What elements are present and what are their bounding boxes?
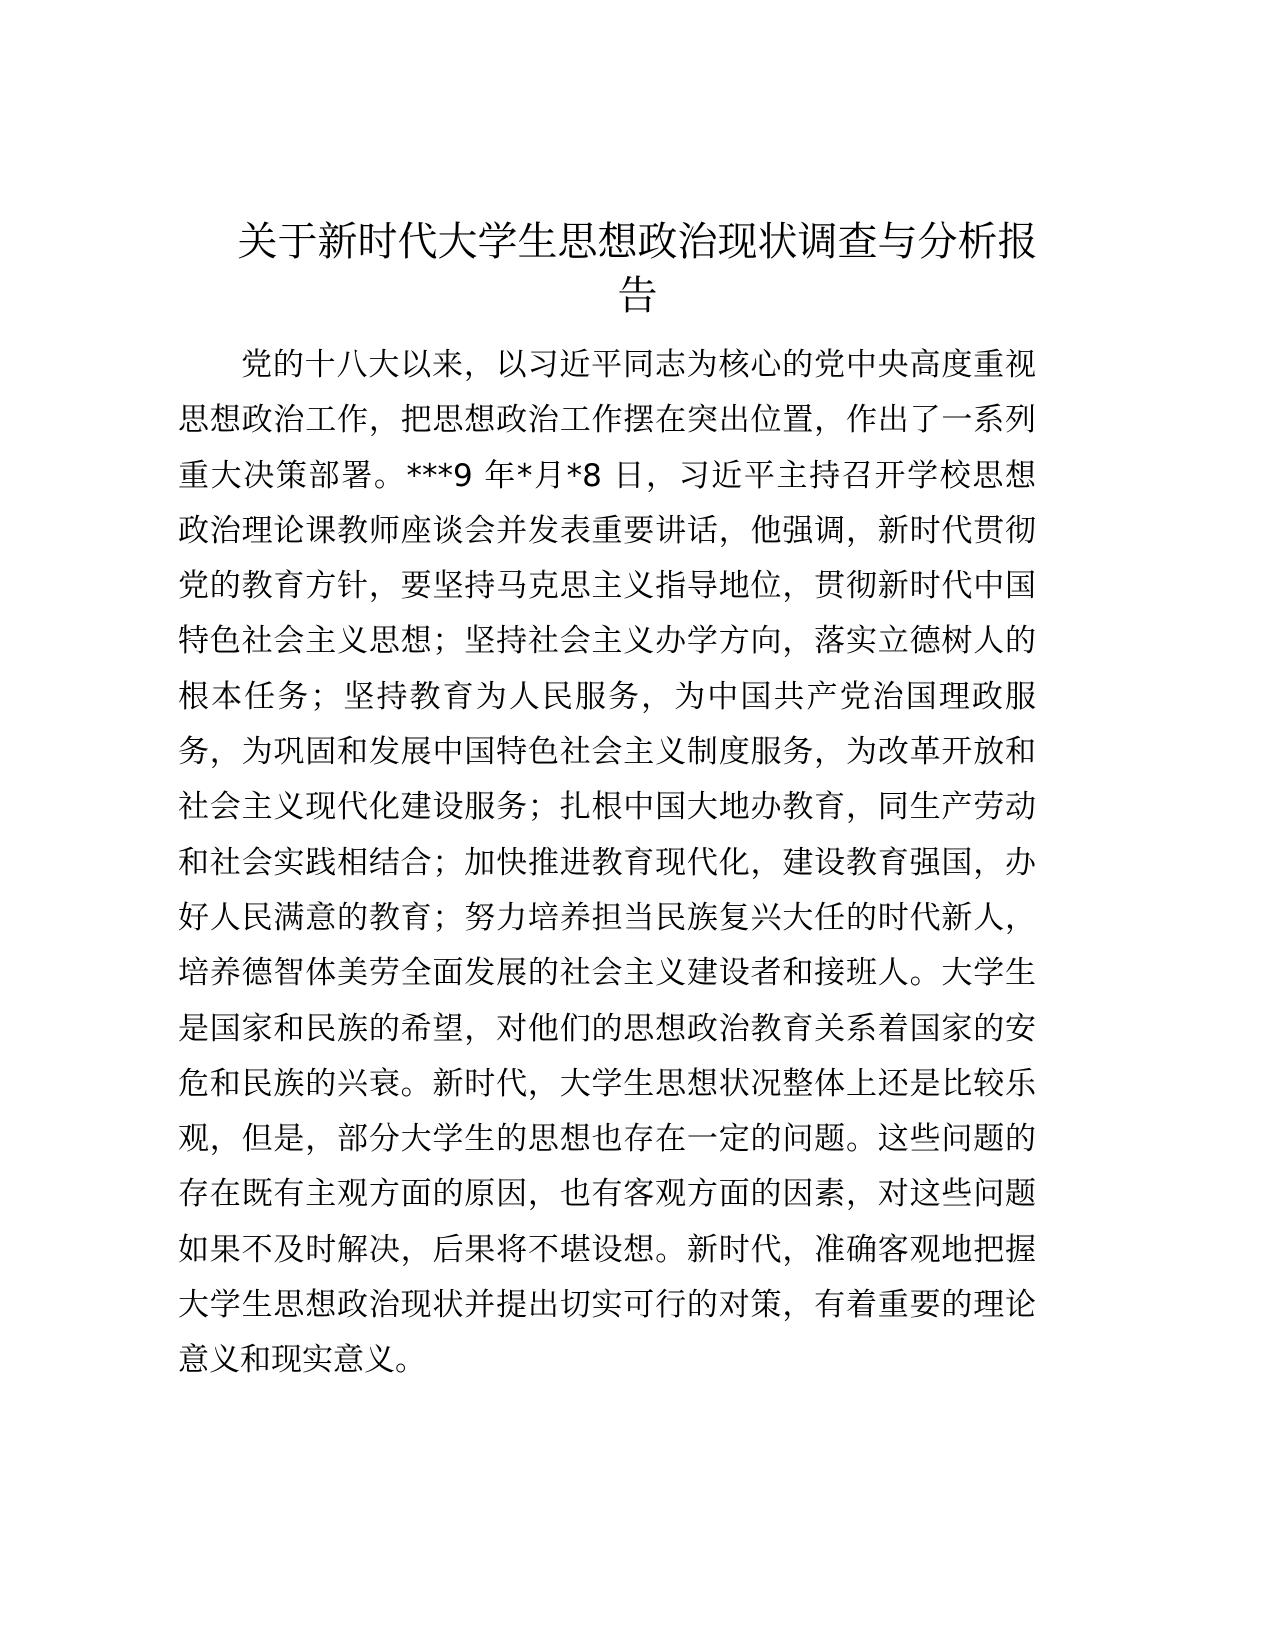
paragraph-line: 意义和现实意义。 [178, 1342, 426, 1379]
document-title-line-1: 关于新时代大学生思想政治现状调查与分析报 [237, 219, 1038, 265]
paragraph-line: 特色社会主义思想；坚持社会主义办学方向，落实立德树人的 [178, 623, 1036, 660]
document-paragraph [178, 338, 1036, 1389]
paragraph-line: 重大决策部署。***9 年*月*8 日，习近平主持召开学校思想 [178, 457, 1036, 494]
paragraph-line: 党的十八大以来，以习近平同志为核心的党中央高度重视 [241, 347, 1036, 383]
paragraph-line: 观，但是，部分大学生的思想也存在一定的问题。这些问题的 [178, 1121, 1036, 1158]
paragraph-line: 如果不及时解决，后果将不堪设想。新时代，准确客观地把握 [178, 1231, 1036, 1268]
paragraph-line: 培养德智体美劳全面发展的社会主义建设者和接班人。大学生 [178, 955, 1036, 992]
paragraph-line: 党的教育方针，要坚持马克思主义指导地位，贯彻新时代中国 [178, 568, 1036, 605]
paragraph-line: 和社会实践相结合；加快推进教育现代化，建设教育强国，办 [178, 844, 1036, 881]
paragraph-line: 政治理论课教师座谈会并发表重要讲话，他强调，新时代贯彻 [178, 512, 1036, 549]
paragraph-line: 危和民族的兴衰。新时代，大学生思想状况整体上还是比较乐 [178, 1065, 1036, 1102]
paragraph-line: 好人民满意的教育；努力培养担当民族复兴大任的时代新人， [178, 899, 1036, 936]
paragraph-line: 思想政治工作，把思想政治工作摆在突出位置，作出了一系列 [178, 402, 1036, 439]
paragraph-line: 务，为巩固和发展中国特色社会主义制度服务，为改革开放和 [178, 734, 1036, 771]
paragraph-line: 是国家和民族的希望，对他们的思想政治教育关系着国家的安 [178, 1010, 1036, 1047]
paragraph-line: 根本任务；坚持教育为人民服务，为中国共产党治国理政服 [178, 678, 1036, 715]
document-title-line-2: 告 [617, 273, 658, 319]
paragraph-line: 大学生思想政治现状并提出切实可行的对策，有着重要的理论 [178, 1287, 1036, 1324]
paragraph-line: 存在既有主观方面的原因，也有客观方面的因素，对这些问题 [178, 1176, 1036, 1213]
paragraph-line: 社会主义现代化建设服务；扎根中国大地办教育，同生产劳动 [178, 789, 1036, 826]
